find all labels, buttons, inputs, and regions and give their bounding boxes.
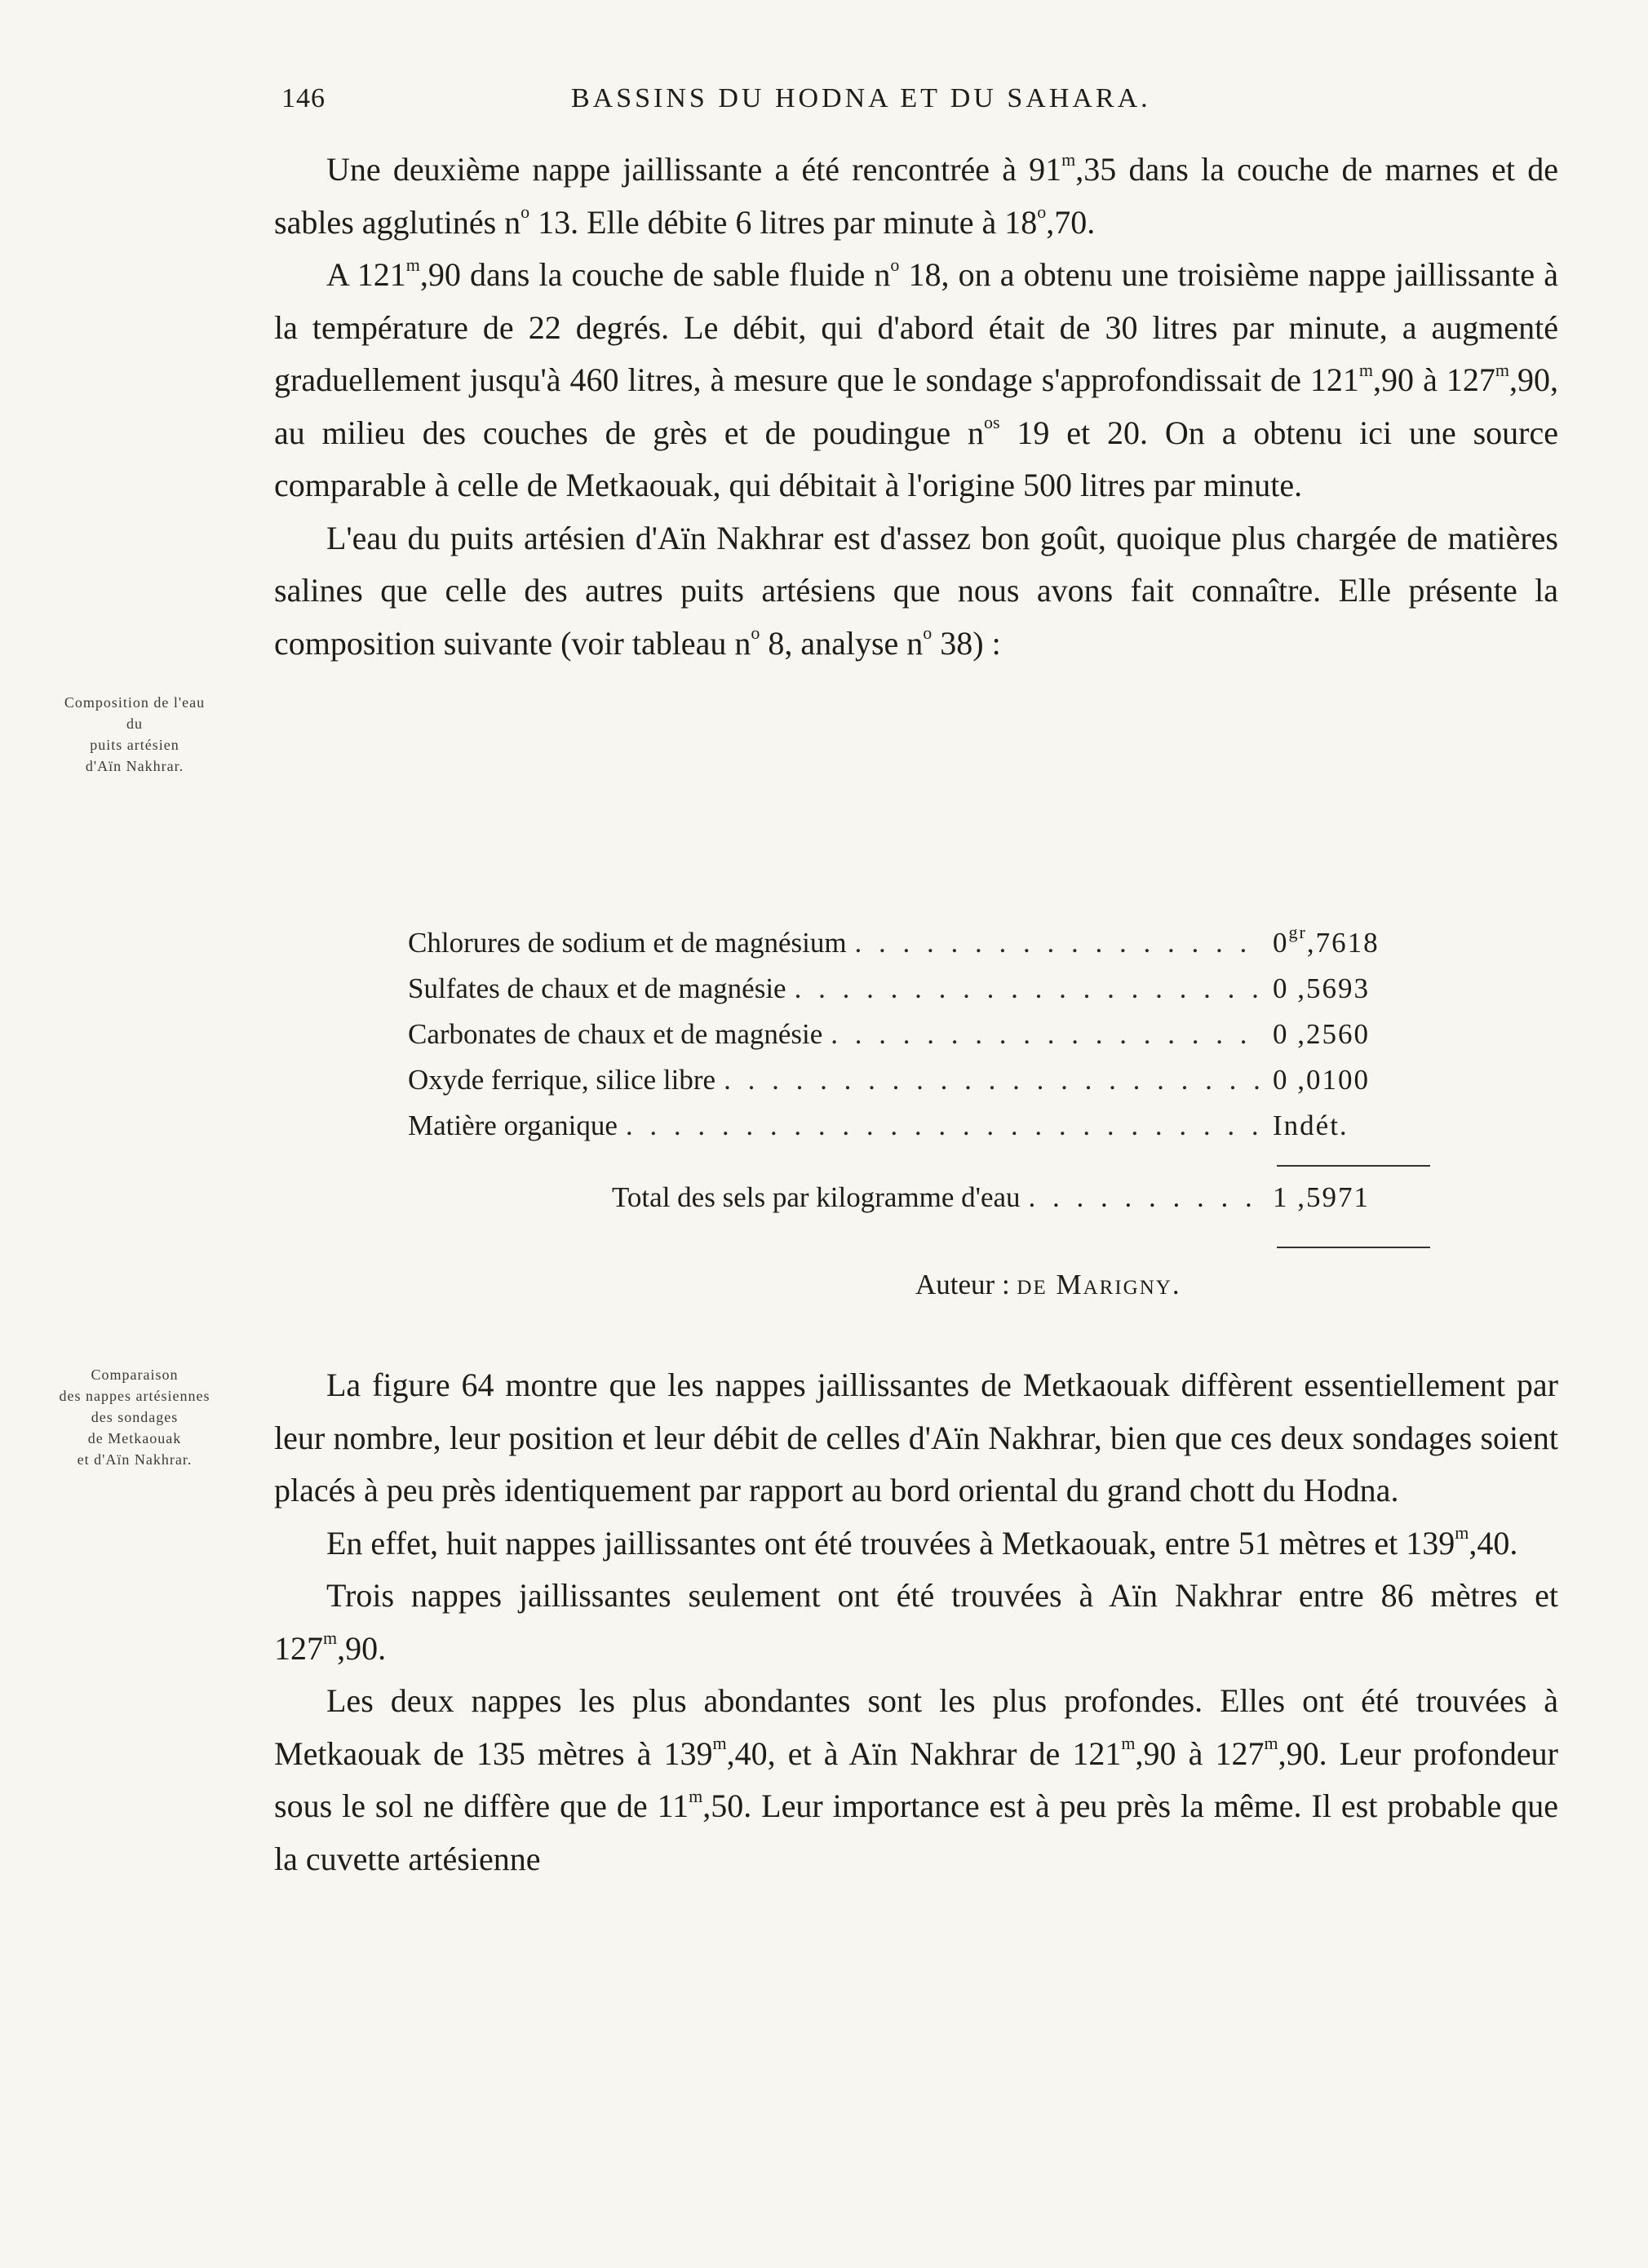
margin-note-line: Comparaison: [91, 1367, 179, 1383]
leader-dots: [1029, 1181, 1265, 1214]
total-label: Total des sels par kilogramme d'eau: [612, 1181, 1021, 1213]
running-title: BASSINS DU HODNA ET DU SAHARA.: [571, 83, 1151, 113]
margin-note-line: du: [126, 715, 143, 732]
leader-dots: [626, 1110, 1265, 1142]
leader-dots: [855, 927, 1265, 959]
table-row: [408, 1110, 1428, 1155]
author-name: de Marigny.: [1017, 1269, 1181, 1300]
row-value: 0 ,5693: [1273, 972, 1370, 1004]
table-row: [408, 972, 1428, 1018]
leader-dots: [831, 1018, 1265, 1051]
row-label: Matière organique: [408, 1110, 618, 1141]
margin-note-composition: [16, 692, 253, 777]
row-label: Oxyde ferrique, silice libre: [408, 1064, 716, 1096]
leader-dots: [795, 972, 1265, 1005]
page-number: 146: [281, 83, 326, 113]
row-label: Chlorures de sodium et de magnésium: [408, 927, 847, 959]
paragraph-7: Les deux nappes les plus abondantes sont les plus profondes. Elles ont été trouvées à Metkaouak de 135 mètres à 139$^m$,40, et à Aïn Nakhrar de 121$^m$,90 à 127$^m$,90. Leur profondeur sous le sol ne diffère que de 11$^m$,50. Leur importance est à peu près la même. Il est probable que la cuvette artésienne: [274, 1682, 1558, 1877]
paragraph-4: La figure 64 montre que les nappes jaillissantes de Metkaouak diffèrent essentiellement par leur nombre, leur position et leur débit de celles d'Aïn Nakhrar, bien que ces deux sondages soient placés à peu près identiquement par rapport au bord oriental du grand chott du Hodna.: [274, 1367, 1558, 1508]
margin-note-line: des sondages: [91, 1409, 179, 1425]
leader-dots: [724, 1064, 1265, 1096]
upper-text-block: [274, 144, 1558, 670]
margin-note-line: des nappes artésiennes: [59, 1388, 210, 1404]
row-value: 0 ,0100: [1273, 1064, 1370, 1096]
margin-note-line: de Metkaouak: [87, 1430, 182, 1446]
total-rule-top: [1277, 1165, 1430, 1167]
paragraph-3: L'eau du puits artésien d'Aïn Nakhrar est d'assez bon goût, quoique plus chargée de matières salines que celle des autres puits artésiens que nous avons fait connaître. Elle présente la composition suivante (voir tableau $n^o$ 8, analyse $n^o$ 38) :: [274, 519, 1558, 662]
paragraph-2: A 121$^m$,90 dans la couche de sable fluide $n^o$ 18, on a obtenu une troisième nappe jaillissante à la température de 22 degrés. Le débit, qui d'abord était de 30 litres par minute, a augmenté graduellement jusqu'à 460 litres, à mesure que le sondage s'approfondissait de 121$^m$,90 à 127$^m$,90, au milieu des couches de grès et de poudingue $n^{os}$ 19 et 20. On a obtenu ici une source comparable à celle de Metkaouak, qui débitait à l'origine 500 litres par minute.: [274, 254, 1558, 503]
paragraph-1: Une deuxième nappe jaillissante a été rencontrée à 91$^m$,35 dans la couche de marnes et de sables agglutinés $n^o$ 13. Elle débite 6 litres par minute à 18$^o$,70.: [274, 148, 1558, 241]
author-line: [915, 1269, 1181, 1301]
lower-text-block: [274, 1359, 1558, 1885]
total-row: [612, 1181, 1428, 1214]
analysis-table: [408, 922, 1428, 1155]
margin-note-line: d'Aïn Nakhrar.: [85, 758, 184, 774]
table-row: [408, 1018, 1428, 1064]
row-value: 0 ,2560: [1273, 1018, 1370, 1050]
paragraph-5: En effet, huit nappes jaillissantes ont été trouvées à Metkaouak, entre 51 mètres et 139$^m$,40.: [326, 1522, 1518, 1561]
margin-note-line: et d'Aïn Nakhrar.: [77, 1451, 193, 1468]
table-row: [408, 922, 1428, 972]
author-label: Auteur :: [915, 1269, 1010, 1300]
margin-note-line: Composition de l'eau: [64, 694, 206, 711]
row-value: Indét.: [1273, 1110, 1349, 1141]
row-value: $0^{gr},7618$: [1273, 922, 1380, 959]
margin-note-comparaison: [16, 1364, 253, 1470]
paragraph-6: Trois nappes jaillissantes seulement ont été trouvées à Aïn Nakhrar entre 86 mètres et 127$^m$,90.: [274, 1577, 1558, 1667]
total-rule-bottom: [1277, 1247, 1430, 1248]
row-label: Carbonates de chaux et de magnésie: [408, 1018, 823, 1050]
table-row: [408, 1064, 1428, 1110]
total-value: 1 ,5971: [1273, 1181, 1370, 1213]
margin-note-line: puits artésien: [90, 737, 179, 753]
row-label: Sulfates de chaux et de magnésie: [408, 972, 786, 1004]
